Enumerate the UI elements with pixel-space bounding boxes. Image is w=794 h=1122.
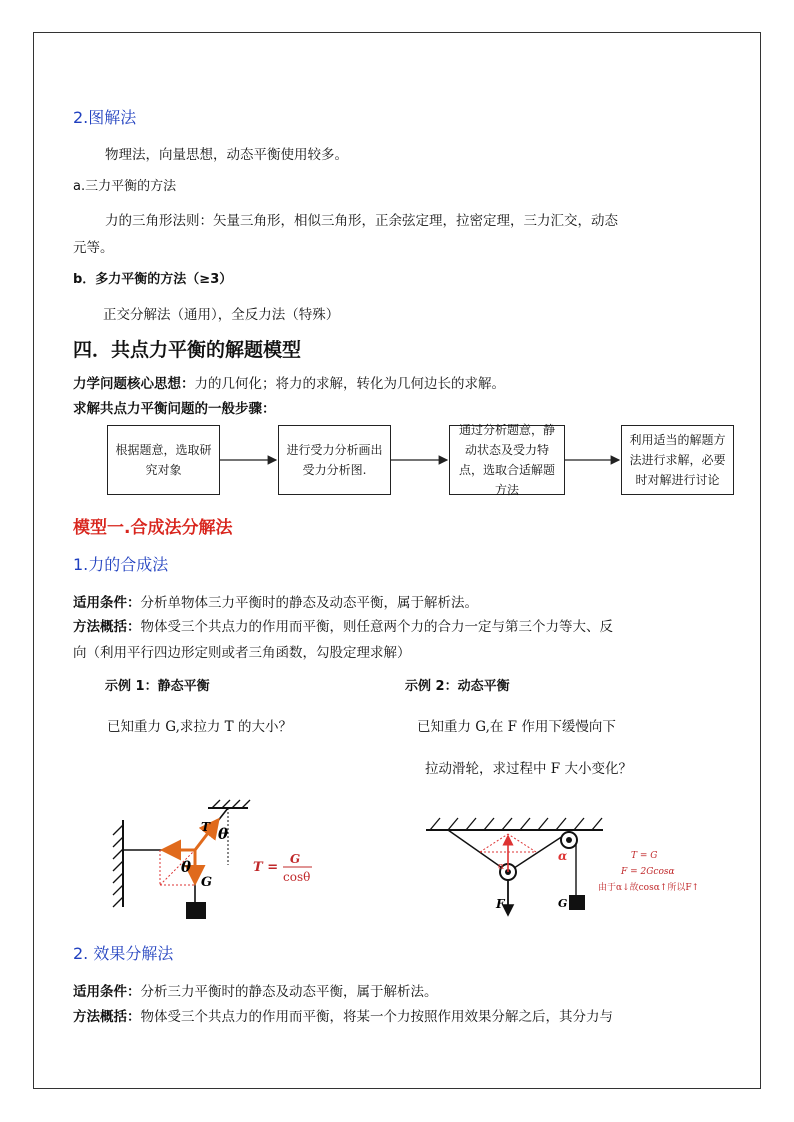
fig1-g-label: G bbox=[201, 875, 213, 890]
composition-method-line-1 bbox=[73, 615, 613, 635]
three-force-text-2: 元等。 bbox=[73, 240, 114, 256]
fig1-t-label: T bbox=[201, 820, 210, 834]
composition-method-title: 1.力的合成法 bbox=[73, 555, 169, 574]
effect-method-label: 方法概括： bbox=[73, 1009, 141, 1025]
flow-step-4: 利用适当的解题方法进行求解，必要时对解进行讨论 bbox=[621, 425, 734, 495]
model-one-title: 模型一.合成法分解法 bbox=[73, 518, 233, 538]
fig2-alpha: α bbox=[558, 849, 568, 863]
flow-arrows bbox=[0, 0, 794, 520]
core-idea-text: 力的几何化；将力的求解，转化为几何边长的求解。 bbox=[194, 376, 505, 392]
fig2-f-label: F bbox=[496, 897, 505, 911]
composition-method-line-2: 向（利用平行四边形定则或者三角函数，勾股定理求解） bbox=[73, 645, 411, 661]
fig1-theta-bottom: θ bbox=[181, 858, 192, 876]
multi-force-title: b．多力平衡的方法（≥3） bbox=[73, 272, 233, 287]
flow-step-1: 根据题意，选取研究对象 bbox=[107, 425, 220, 495]
fig1-formula-num: G bbox=[290, 852, 301, 866]
effect-condition-text: 分析三力平衡时的静态及动态平衡，属于解析法。 bbox=[140, 984, 438, 1000]
fig1-formula-den: cosθ bbox=[283, 870, 311, 884]
fig2-eq3: 由于α↓故cosα↑所以F↑ bbox=[598, 883, 700, 893]
graphic-method-desc: 物理法，向量思想，动态平衡使用较多。 bbox=[105, 147, 348, 163]
flow-step-2: 进行受力分析画出受力分析图. bbox=[278, 425, 391, 495]
three-force-text-1: 力的三角形法则：矢量三角形，相似三角形，正余弦定理，拉密定理，三力汇交，动态 bbox=[105, 213, 618, 229]
method-label: 方法概括： bbox=[73, 619, 141, 635]
effect-decomposition-title: 2. 效果分解法 bbox=[73, 944, 174, 963]
condition-text: 分析单物体三力平衡时的静态及动态平衡，属于解析法。 bbox=[140, 595, 478, 611]
method-text-1: 物体受三个共点力的作用而平衡，则任意两个力的合力一定与第三个力等大、反 bbox=[140, 619, 613, 635]
core-idea-label: 力学问题核心思想： bbox=[73, 376, 195, 392]
example-1-title: 示例 1：静态平衡 bbox=[105, 679, 210, 694]
flow-step-3: 通过分析题意，静动状态及受力特点，选取合适解题方法 bbox=[449, 425, 565, 495]
fig2-eq1: T = G bbox=[631, 851, 658, 861]
multi-force-text: 正交分解法（通用），全反力法（特殊） bbox=[103, 307, 340, 323]
effect-condition-label: 适用条件： bbox=[73, 984, 141, 1000]
example-2-text-1: 已知重力 G,在 F 作用下缓慢向下 bbox=[417, 719, 616, 735]
example-1-text: 已知重力 G,求拉力 T 的大小？ bbox=[107, 719, 292, 735]
condition-label: 适用条件： bbox=[73, 595, 141, 611]
effect-method-text: 物体受三个共点力的作用而平衡，将某一个力按照作用效果分解之后，其分力与 bbox=[140, 1009, 613, 1025]
fig1-theta-top: θ bbox=[218, 825, 229, 843]
effect-condition-line bbox=[73, 980, 438, 1000]
dynamic-equilibrium-figure bbox=[418, 800, 718, 925]
composition-condition-line bbox=[73, 591, 478, 611]
fig2-g-label: G bbox=[558, 897, 568, 910]
static-equilibrium-figure bbox=[100, 795, 340, 925]
section-title-graphic-method: 2.图解法 bbox=[73, 108, 137, 127]
fig2-eq2: F = 2Gcosα bbox=[621, 867, 675, 877]
svg-text:α: α bbox=[498, 862, 505, 872]
effect-method-line bbox=[73, 1005, 613, 1025]
steps-label: 求解共点力平衡问题的一般步骤： bbox=[73, 401, 276, 417]
fig1-formula-lhs: T = bbox=[253, 860, 279, 875]
example-2-text-2: 拉动滑轮，求过程中 F 大小变化？ bbox=[425, 761, 632, 777]
example-2-title: 示例 2：动态平衡 bbox=[405, 679, 510, 694]
three-force-title: a.三力平衡的方法 bbox=[73, 179, 177, 194]
section-four-title: 四．共点力平衡的解题模型 bbox=[73, 339, 302, 361]
